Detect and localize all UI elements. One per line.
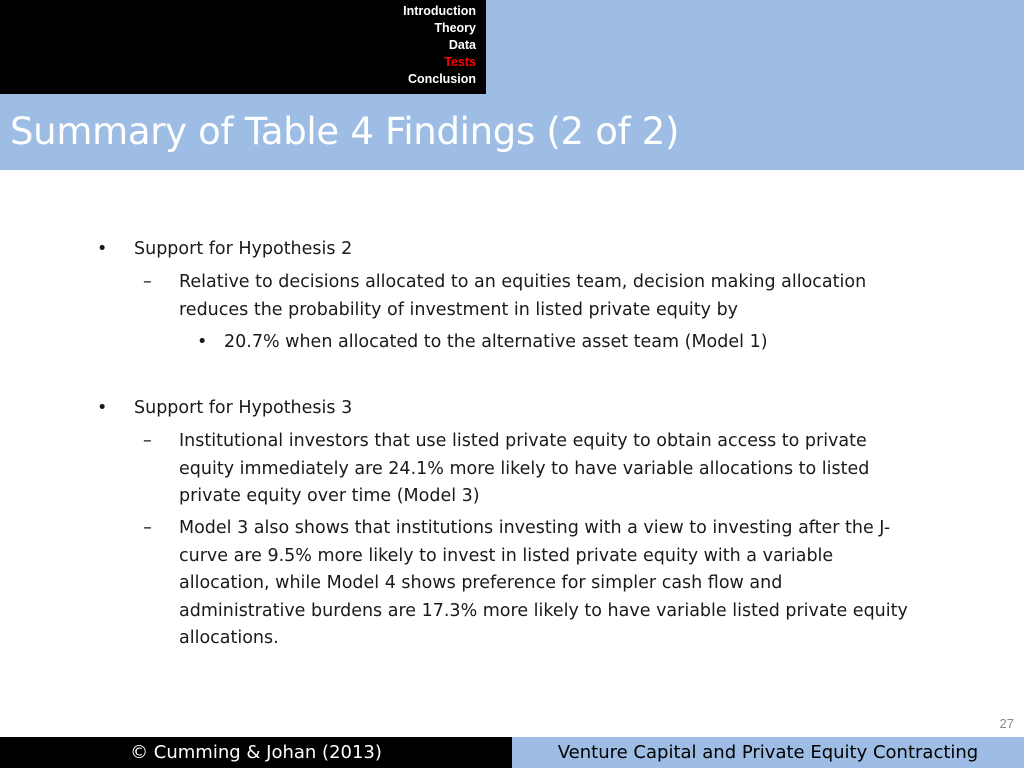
text-line: reduces the probability of investment in listed private equity by (179, 299, 739, 320)
hypothesis-2-detail-text (179, 269, 944, 324)
hypothesis-3-label: Support for Hypothesis 3 (134, 398, 353, 418)
title-band (0, 94, 1024, 170)
slide-title: Summary of Table 4 Findings (2 of 2) (10, 110, 680, 153)
text-line: Model 3 also shows that institutions investing with a view to investing after the J- (179, 518, 891, 538)
header-accent-block (486, 0, 1024, 94)
text-line: private equity over time (Model 3) (179, 486, 480, 506)
footer-copyright: © Cumming & Johan (2013) (130, 742, 382, 763)
bullet-icon: • (197, 332, 208, 352)
text-line: allocation, while Model 4 shows preference for simpler cash flow and (179, 573, 783, 593)
section-nav-panel (0, 0, 486, 94)
nav-item-theory[interactable]: Theory (434, 21, 476, 35)
footer-book-title: Venture Capital and Private Equity Contracting (557, 742, 979, 763)
dash-icon: – (143, 272, 152, 292)
text-line: Institutional investors that use listed private equity to obtain access to private (179, 431, 867, 451)
page-number: 27 (999, 716, 1014, 731)
nav-item-tests[interactable]: Tests (444, 55, 476, 69)
text-line: Relative to decisions allocated to an equities team, decision making allocation (179, 272, 867, 292)
hypothesis-3-detail-2-text (179, 515, 944, 653)
footer-book-title-bar (512, 737, 1024, 768)
text-line: allocations. (179, 628, 279, 648)
slide-content (0, 170, 1024, 730)
bullet-icon: • (97, 398, 108, 418)
text-line: curve are 9.5% more likely to invest in listed private equity with a variable (179, 545, 834, 566)
text-line: administrative burdens are 17.3% more likely to have variable listed private equity (179, 600, 908, 621)
section-nav-list (403, 3, 476, 88)
text-line: equity immediately are 24.1% more likely to have variable allocations to listed (179, 458, 870, 479)
footer-copyright-bar (0, 737, 512, 768)
nav-item-introduction[interactable]: Introduction (403, 4, 476, 18)
model-1-text: 20.7% when allocated to the alternative asset team (Model 1) (224, 332, 768, 352)
nav-item-conclusion[interactable]: Conclusion (407, 72, 476, 86)
dash-icon: – (143, 518, 152, 538)
nav-item-data[interactable]: Data (448, 38, 476, 52)
bullet-icon: • (97, 239, 108, 259)
hypothesis-2-label: Support for Hypothesis 2 (134, 239, 353, 259)
hypothesis-3-detail-1-text (179, 428, 944, 511)
dash-icon: – (143, 431, 152, 451)
